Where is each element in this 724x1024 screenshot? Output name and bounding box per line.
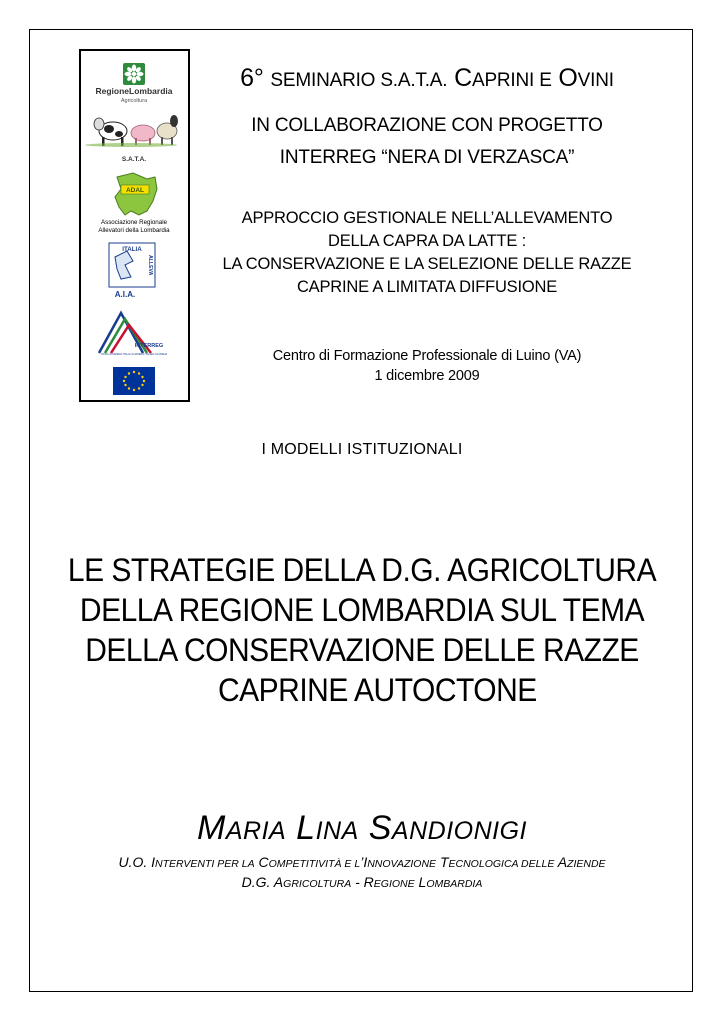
seminar-c: C: [454, 64, 472, 92]
seminar-name: SEMINARIO S.A.T.A.: [270, 70, 448, 91]
main-title-line-3: DELLA CONSERVAZIONE DELLE RAZZE: [85, 633, 639, 669]
aff1-s1: NTERVENTI PER LA: [155, 858, 255, 870]
collab-line-2: INTERREG “NERA DI VERZASCA”: [279, 147, 575, 168]
interreg-sub: ITALIA-SVIZZERA ITALIA-SVIZZERA ITALIEN-SCHWEIZ: [100, 353, 168, 356]
aff1-s4: ECNOLOGICA DELLE: [448, 858, 555, 870]
ara-line1: Associazione Regionale: [100, 219, 168, 226]
event-date: 1 dicembre 2009: [374, 368, 480, 384]
aia-logo: [109, 243, 155, 299]
regione-lombardia-sub: Agricoltura: [120, 98, 148, 104]
collaboration-text: [196, 110, 658, 174]
affiliation-line-2: [40, 872, 684, 894]
aff1-p5: A: [554, 854, 568, 870]
main-title-line-1: LE STRATEGIE DELLA D.G. AGRICOLTURA: [67, 553, 657, 589]
affiliation-line-1: [40, 852, 684, 874]
collab-line-1: IN COLLABORAZIONE CON PROGETTO: [251, 115, 603, 136]
aff1-s2: OMPETITIVITÀ E L: [268, 858, 361, 870]
approach-line-1: APPROCCIO GESTIONALE NELL’ALLEVAMENTO: [241, 209, 613, 227]
logo-panel: [79, 49, 190, 402]
aff2-p3: L: [414, 874, 427, 890]
aff1-s3: NNOVAZIONE: [367, 858, 437, 870]
seminar-vini: VINI: [577, 70, 614, 91]
regione-lombardia-name: RegioneLombardia: [95, 86, 173, 96]
interreg-logo: [99, 313, 167, 356]
approach-line-3: LA CONSERVAZIONE E LA SELEZIONE DELLE RAZZE: [222, 255, 632, 273]
aff2-s2: EGIONE: [373, 878, 415, 890]
main-title-line-2: DELLA REGIONE LOMBARDIA SUL TEMA: [79, 593, 645, 629]
aff1-p1: U.O. I: [118, 854, 155, 870]
eu-flag-icon: [113, 367, 155, 395]
seminar-o: O: [558, 64, 578, 92]
venue-name: Centro di Formazione Professionale di Luino (VA): [272, 348, 582, 364]
logos-svg: [81, 51, 188, 400]
main-title: [60, 551, 664, 711]
interreg-label: INTERREG: [134, 343, 164, 349]
author-l: L: [296, 809, 316, 847]
aia-bottom: A.I.A.: [114, 290, 136, 299]
approach-line-4: CAPRINE A LIMITATA DIFFUSIONE: [296, 278, 558, 296]
seminar-title: [196, 62, 658, 97]
aff2-p2: - R: [351, 874, 374, 890]
author-s: S: [368, 809, 392, 847]
adal-logo: [115, 173, 157, 215]
regione-lombardia-logo: [96, 63, 173, 104]
aff2-s1: GRICOLTURA: [283, 878, 352, 890]
ara-line2: Allevatori della Lombardia: [98, 227, 170, 234]
author-name: [0, 806, 724, 853]
adal-label: ADAL: [125, 187, 145, 194]
main-title-line-4: CAPRINE AUTOCTONE: [218, 673, 537, 709]
aff1-p2: C: [254, 854, 269, 870]
aia-top: ITALIA: [122, 246, 142, 253]
aff2-s3: OMBARDIA: [426, 878, 483, 890]
author-andionigi: ANDIONIGI: [391, 817, 527, 845]
aff1-s5: ZIENDE: [567, 858, 606, 870]
author-ina: INA: [315, 817, 359, 845]
sata-animals-icon: [85, 115, 178, 147]
aff1-p4: T: [436, 854, 449, 870]
seminar-number: 6°: [240, 64, 264, 92]
aff1-p3: ’I: [360, 854, 368, 870]
approach-line-2: DELLA CAPRA DA LATTE :: [328, 232, 526, 250]
approach-text: [196, 207, 658, 299]
aia-side: ALLEVA: [147, 255, 153, 276]
aff2-p1: D.G. A: [241, 874, 284, 890]
author-aria: ARIA: [225, 817, 287, 845]
venue-info: [196, 346, 658, 386]
seminar-aprini: APRINI E: [471, 70, 552, 91]
author-m: M: [197, 809, 226, 847]
sata-label: S.A.T.A.: [121, 156, 147, 163]
section-label: I MODELLI ISTITUZIONALI: [261, 441, 463, 458]
